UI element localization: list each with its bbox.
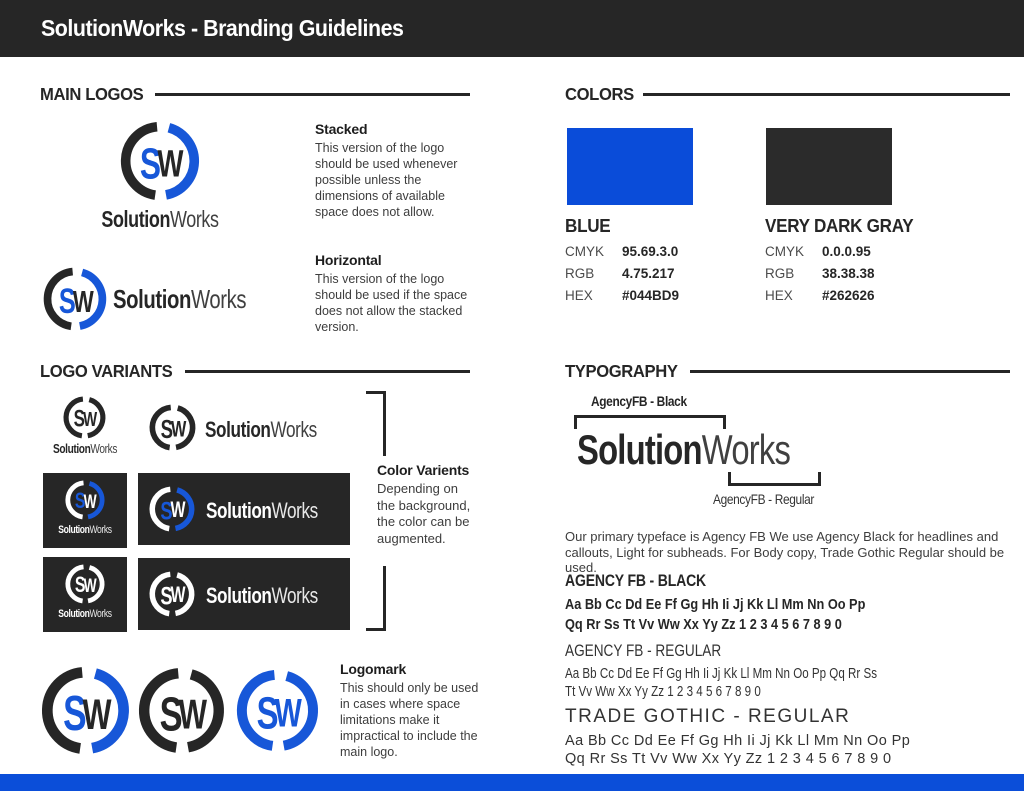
font-sample-line: Aa Bb Cc Dd Ee Ff Gg Hh Ii Jj Kk Ll Mm Nn Oo Pp	[565, 733, 911, 749]
wordmark-white-stacked	[52, 608, 118, 620]
cmyk-label: CMYK	[765, 244, 805, 259]
sw-monogram-icon	[41, 666, 130, 755]
wordmark-bold: Solution	[206, 583, 272, 608]
sw-monogram-icon	[65, 480, 105, 520]
gray-color-card	[765, 216, 921, 303]
rgb-value: 4.75.217	[622, 266, 675, 281]
sw-monogram-icon	[65, 564, 105, 604]
blue-color-card	[565, 216, 679, 303]
horizontal-text: This version of the logo should be used if the space does not allow the stacked version.	[315, 272, 468, 334]
color-name: VERY DARK GRAY	[765, 216, 914, 236]
horizontal-description	[315, 252, 479, 335]
wordmark-light: Works	[270, 417, 317, 442]
wordmark-light: Works	[701, 426, 791, 473]
svg-text:W: W	[157, 142, 184, 186]
section-heading-main-logos	[40, 84, 470, 105]
wordmark-variant-horizontal	[205, 417, 317, 443]
color-name: BLUE	[565, 216, 611, 236]
svg-text:W: W	[170, 498, 186, 523]
font-sample-name: AGENCY FB - REGULAR	[565, 641, 722, 660]
bottom-accent-bar	[0, 774, 1024, 791]
section-title: TYPOGRAPHY	[565, 361, 678, 381]
sw-monogram-icon	[149, 571, 195, 617]
wordmark-bold: Solution	[113, 284, 191, 314]
svg-text:W: W	[82, 689, 112, 739]
svg-text:W: W	[178, 690, 207, 738]
wordmark-bold: Solution	[58, 608, 90, 620]
font-sample-line: Qq Rr Ss Tt Vv Ww Xx Yy Zz 1 2 3 4 5 6 7 8 9 0	[565, 616, 842, 633]
heading-rule	[155, 93, 470, 96]
sw-monogram-icon	[149, 486, 195, 532]
wordmark-bold: Solution	[205, 417, 271, 442]
color-varients-text: Depending on the background, the color can be augmented.	[377, 481, 471, 546]
wordmark-light: Works	[90, 441, 118, 456]
sw-monogram-icon	[236, 669, 319, 752]
logomark-title: Logomark	[340, 661, 407, 677]
svg-text:S: S	[159, 687, 183, 741]
svg-text:W: W	[72, 284, 94, 319]
logomark-text: This should only be used in cases where space limitations make it impractical to include the main logo.	[340, 681, 479, 759]
svg-text:S: S	[160, 415, 174, 444]
title-bar	[0, 0, 1024, 57]
rgb-label: RGB	[765, 266, 795, 281]
section-heading-logo-variants	[40, 361, 470, 382]
wordmark-light: Works	[89, 608, 112, 620]
rgb-label: RGB	[565, 266, 595, 281]
svg-text:S: S	[160, 496, 173, 526]
gray-swatch	[766, 128, 892, 205]
wordmark-stacked	[82, 206, 238, 233]
section-heading-typography	[565, 361, 1010, 382]
svg-text:W: W	[83, 574, 97, 597]
svg-text:S: S	[73, 406, 86, 433]
font-sample-name: AGENCY FB - BLACK	[565, 572, 707, 590]
typography-body	[565, 529, 1024, 576]
font-sample-name: TRADE GOTHIC - REGULAR	[565, 706, 851, 727]
svg-text:W: W	[274, 692, 302, 736]
wordmark-bold: Solution	[58, 524, 90, 536]
wordmark-light: Works	[89, 524, 112, 536]
body-line: Our primary typeface is Agency FB We use Agency Black for headlines and	[565, 529, 999, 544]
sw-monogram-icon	[43, 267, 107, 331]
stacked-description	[315, 121, 479, 220]
wordmark-dark-stacked	[52, 524, 118, 536]
color-spec-row	[565, 266, 679, 281]
color-spec-row	[565, 288, 679, 303]
wordmark-white-horizontal	[206, 583, 318, 609]
rgb-value: 38.38.38	[822, 266, 875, 281]
svg-text:W: W	[170, 416, 187, 443]
wordmark-bold: Solution	[577, 426, 702, 473]
wordmark-light: Works	[271, 583, 318, 608]
wordmark-light: Works	[170, 206, 219, 232]
heading-rule	[185, 370, 470, 373]
font-sample-trade-gothic	[565, 706, 910, 768]
hex-label: HEX	[565, 288, 593, 303]
wordmark-light: Works	[271, 498, 318, 523]
font-sample-line: Qq Rr Ss Tt Vv Ww Xx Yy Zz 1 2 3 4 5 6 7 8 9 0	[565, 751, 892, 767]
svg-text:S: S	[58, 282, 76, 322]
agencyfb-regular-label: AgencyFB - Regular	[713, 491, 815, 507]
section-title: MAIN LOGOS	[40, 84, 144, 104]
wordmark-bold: Solution	[101, 206, 171, 232]
wordmark-light: Works	[190, 284, 247, 314]
color-spec-row	[765, 266, 921, 281]
wordmark-horizontal	[113, 284, 246, 315]
cmyk-label: CMYK	[565, 244, 605, 259]
horizontal-title: Horizontal	[315, 252, 382, 268]
wordmark-variant-stacked	[46, 441, 124, 456]
wordmark-bold: Solution	[52, 441, 91, 456]
wordmark-bold: Solution	[206, 498, 272, 523]
agencyfb-black-label: AgencyFB - Black	[591, 393, 687, 409]
stacked-text: This version of the logo should be used whenever possible unless the dimensions of available space does not allow.	[315, 141, 458, 219]
stacked-title: Stacked	[315, 121, 368, 137]
svg-text:S: S	[256, 688, 279, 740]
heading-rule	[690, 370, 1010, 373]
color-spec-row	[765, 288, 921, 303]
svg-text:W: W	[170, 583, 186, 608]
svg-text:S: S	[139, 139, 161, 189]
bracket	[728, 472, 821, 486]
hex-value: #262626	[822, 288, 875, 303]
body-line: callouts, Light for subheads. For Body copy, Trade Gothic Regular should be used.	[565, 544, 1005, 575]
sw-monogram-icon	[138, 667, 225, 754]
heading-rule	[643, 93, 1010, 96]
cmyk-value: 0.0.0.95	[822, 244, 871, 259]
blue-swatch	[567, 128, 693, 205]
bracket	[366, 391, 386, 456]
wordmark-dark-horizontal	[206, 498, 318, 524]
sw-monogram-icon	[63, 396, 106, 439]
font-sample-line: Aa Bb Cc Dd Ee Ff Gg Hh Ii Jj Kk Ll Mm Nn Oo Pp	[565, 596, 866, 613]
svg-text:W: W	[83, 407, 98, 431]
section-heading-colors	[565, 84, 1010, 105]
hex-label: HEX	[765, 288, 793, 303]
font-sample-line: Aa Bb Cc Dd Ee Ff Gg Hh Ii Jj Kk Ll Mm Nn Oo Pp Qq Rr Ss	[565, 666, 878, 682]
color-spec-row	[765, 244, 921, 259]
color-varients-title: Color Varients	[377, 462, 470, 478]
svg-text:S: S	[63, 686, 87, 742]
svg-text:S: S	[160, 581, 173, 611]
section-title: LOGO VARIANTS	[40, 361, 173, 381]
wordmark-large	[577, 426, 790, 474]
font-sample-agency-black	[565, 572, 918, 635]
svg-text:S: S	[74, 489, 86, 514]
color-spec-row	[565, 244, 679, 259]
section-title: COLORS	[565, 84, 634, 104]
svg-text:S: S	[74, 573, 86, 598]
sw-monogram-icon	[120, 121, 200, 201]
color-varients-description	[377, 463, 477, 547]
svg-text:W: W	[83, 490, 97, 513]
font-sample-agency-regular	[565, 641, 955, 701]
bracket	[366, 566, 386, 631]
hex-value: #044BD9	[622, 288, 680, 303]
cmyk-value: 95.69.3.0	[622, 244, 679, 259]
logomark-description	[340, 661, 480, 760]
page-title: SolutionWorks - Branding Guidelines	[41, 15, 404, 41]
font-sample-line: Tt Vv Ww Xx Yy Zz 1 2 3 4 5 6 7 8 9 0	[565, 684, 761, 700]
sw-monogram-icon	[149, 404, 196, 451]
